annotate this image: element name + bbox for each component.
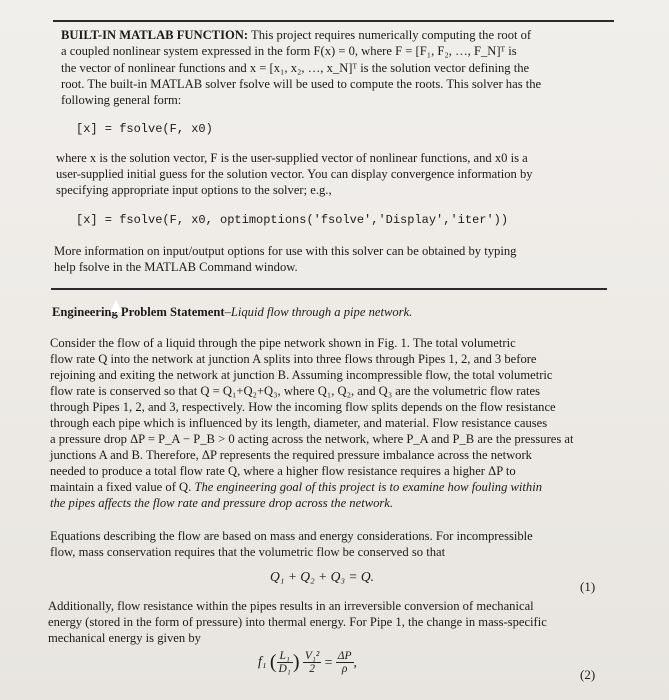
flow-paragraph-line-8: junctions A and B. Therefore, ΔP represents the required pressure imbalance across the network	[50, 448, 532, 462]
flow-paragraph-line-7: a pressure drop ΔP = P_A − P_B > 0 acting across the network, where P_A and P_B are the pressures at	[50, 432, 574, 446]
matlab-paragraph-line-2: a coupled nonlinear system expressed in the form F(x) = 0, where F = [F₁, F₂, …, F_N]ᵀ is	[61, 44, 517, 58]
matlab-intro-text: This project requires numerically computing the root of	[248, 28, 532, 42]
flow-paragraph-line-10-text: maintain a fixed value of Q.	[50, 480, 192, 494]
mouse-pointer-icon	[110, 300, 122, 312]
problem-heading	[52, 304, 412, 320]
problem-heading-subtitle: –Liquid flow through a pipe network.	[224, 305, 413, 319]
energy-paragraph-line-2: energy (stored in the form of pressure) into thermal energy. For Pipe 1, the change in mass-specific	[48, 615, 547, 629]
problem-heading-title: Engineering Problem Statement	[52, 305, 225, 319]
flow-paragraph-line-5: through Pipes 1, 2, and 3, respectively. How the incoming flow splits depends on the flow resistance	[50, 400, 556, 414]
solver-description-line-3: specifying appropriate input options to the solver; e.g.,	[56, 183, 332, 197]
velocity-head: $\frac{\text{V₁²}}{2}$	[304, 650, 320, 675]
solver-description-line-1: where x is the solution vector, F is the user-supplied vector of nonlinear functions, and x0 is a	[56, 151, 528, 165]
flow-paragraph-line-1: Consider the flow of a liquid through the pipe network shown in Fig. 1. The total volumetric	[50, 336, 516, 350]
energy-paragraph-line-1: Additionally, flow resistance within the pipes results in an irreversible conversion of mechanical	[48, 599, 534, 613]
help-info-line-1: More information on input/output options for use with this solver can be obtained by typing	[54, 244, 517, 258]
matlab-paragraph-line-1	[61, 27, 531, 43]
matlab-paragraph-line-3: the vector of nonlinear functions and x = [x₁, x₂, …, x_N]ᵀ is the solution vector defining the	[61, 61, 530, 75]
pressure-drop-ratio: $\frac{\Delta P}{\rho}$	[337, 650, 352, 675]
equations-intro-line-1: Equations describing the flow are based on mass and energy considerations. For incompressible	[50, 529, 533, 543]
section-divider	[51, 288, 607, 290]
matlab-paragraph-line-4: root. The built-in MATLAB solver fsolve will be used to compute the roots. This solver has the	[61, 77, 542, 91]
solver-description-line-2: user-supplied initial guess for the solution vector. You can display convergence information by	[56, 167, 533, 181]
flow-paragraph-line-9: needed to produce a total flow rate Q, where a higher flow resistance requires a higher ΔP to	[50, 464, 516, 478]
engineering-goal-line-1: The engineering goal of this project is to examine how fouling within	[194, 480, 543, 494]
length-diameter-ratio: $\frac{\text{L₁}}{\text{D₁}}$	[278, 650, 291, 675]
flow-paragraph-line-6: through each pipe which is influenced by its length, diameter, and material. Flow resistance causes	[50, 416, 548, 430]
equation-number-1: (1)	[580, 579, 596, 594]
help-info-line-2: help fsolve in the MATLAB Command window.	[54, 260, 298, 274]
equation-number-2: (2)	[580, 667, 596, 682]
energy-paragraph-line-3: mechanical energy is given by	[48, 631, 201, 645]
flow-paragraph-line-4: flow rate is conserved so that Q = Q₁+Q₂+Q₃, where Q₁, Q₂, and Q₃ are the volumetric flow rates	[50, 384, 541, 398]
equation-energy-loss: f₁ ( $\frac{\text{L₁}}{\text{D₁}}$ ) $\frac{\text{V₁²}}{2}$ = $\frac{\Delta P}{\rho}$ ,	[258, 650, 357, 675]
equation-mass-conservation: Q₁ + Q₂ + Q₃ = Q.	[270, 569, 375, 584]
flow-paragraph-line-3: rejoining and exiting the network at junction B. Assuming incompressible flow, the total volumetric	[50, 368, 553, 382]
code-fsolve-options: [x] = fsolve(F, x0, optimoptions('fsolve','Display','iter'))	[76, 213, 509, 227]
engineering-goal-line-2: the pipes affects the flow rate and pressure drop across the network.	[50, 496, 394, 510]
top-rule	[53, 20, 614, 22]
equations-intro-line-2: flow, mass conservation requires that the volumetric flow be conserved so that	[50, 545, 446, 559]
flow-paragraph-line-2: flow rate Q into the network at junction A splits into three flows through Pipes 1, 2, and 3 before	[50, 352, 537, 366]
matlab-paragraph-line-5: following general form:	[61, 93, 182, 107]
matlab-heading: BUILT-IN MATLAB FUNCTION:	[61, 28, 249, 42]
flow-paragraph-line-10	[50, 479, 542, 495]
code-fsolve-basic: [x] = fsolve(F, x0)	[76, 122, 213, 136]
friction-factor: f₁	[258, 653, 267, 669]
